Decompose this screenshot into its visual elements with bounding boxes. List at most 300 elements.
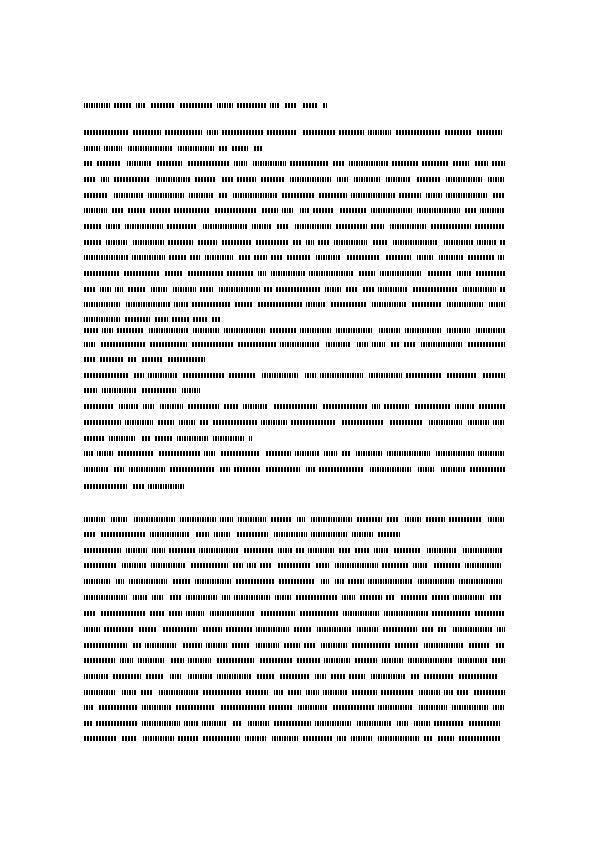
- text-word: [219, 146, 227, 151]
- text-word: [104, 146, 122, 151]
- text-word: [271, 271, 305, 276]
- text-word: [333, 705, 374, 710]
- text-word: [150, 532, 190, 537]
- text-word: [101, 177, 109, 182]
- text-word: [295, 451, 319, 456]
- text-word: [336, 224, 367, 229]
- text-word: [149, 328, 188, 333]
- text-word: [84, 146, 100, 151]
- text-word: [370, 467, 412, 472]
- text-word: [313, 208, 334, 213]
- text-word: [282, 193, 315, 198]
- text-word: [111, 517, 128, 522]
- text-word: [348, 579, 364, 584]
- text-line: [84, 342, 505, 347]
- text-word: [84, 130, 129, 135]
- text-word: [279, 579, 315, 584]
- text-word: [247, 563, 256, 568]
- text-line: [84, 548, 505, 553]
- text-word: [452, 705, 488, 710]
- text-word: [270, 103, 279, 108]
- text-word: [236, 579, 274, 584]
- text-word: [192, 302, 230, 307]
- text-word: [170, 674, 182, 679]
- text-word: [170, 595, 182, 600]
- text-word: [272, 736, 298, 741]
- text-word: [447, 328, 470, 333]
- text-line: [84, 317, 220, 322]
- text-word: [337, 177, 349, 182]
- text-line: [84, 302, 505, 307]
- text-word: [372, 404, 380, 409]
- text-line: [84, 240, 505, 245]
- text-word: [319, 193, 347, 198]
- text-word: [238, 517, 266, 522]
- text-word: [500, 287, 505, 292]
- text-word: [397, 721, 408, 726]
- text-word: [126, 302, 170, 307]
- text-word: [84, 467, 109, 472]
- text-word: [139, 627, 157, 632]
- text-line: [84, 721, 505, 726]
- text-word: [143, 736, 174, 741]
- text-word: [84, 548, 121, 553]
- text-line: [84, 517, 505, 522]
- text-word: [264, 287, 272, 292]
- text-word: [84, 658, 115, 663]
- text-word: [459, 674, 497, 679]
- text-word: [333, 161, 344, 166]
- text-word: [438, 627, 447, 632]
- text-word: [174, 208, 210, 213]
- text-word: [378, 532, 400, 537]
- text-word: [84, 287, 95, 292]
- text-word: [119, 404, 138, 409]
- text-word: [217, 658, 254, 663]
- text-word: [298, 705, 327, 710]
- text-word: [424, 736, 432, 741]
- text-word: [239, 255, 250, 260]
- text-word: [293, 240, 301, 245]
- text-word: [146, 674, 164, 679]
- text-word: [371, 208, 412, 213]
- text-word: [453, 627, 493, 632]
- text-word: [475, 611, 505, 616]
- text-word: [381, 690, 413, 695]
- text-word: [237, 103, 266, 108]
- text-word: [371, 224, 384, 229]
- text-word: [278, 548, 292, 553]
- text-word: [297, 658, 320, 663]
- text-word: [84, 208, 107, 213]
- text-word: [339, 130, 364, 135]
- text-word: [252, 224, 272, 229]
- text-word: [256, 627, 289, 632]
- text-word: [148, 484, 185, 489]
- text-word: [245, 736, 266, 741]
- text-word: [325, 287, 341, 292]
- text-word: [165, 130, 202, 135]
- text-word: [84, 317, 121, 322]
- text-line: [84, 627, 505, 632]
- text-word: [270, 328, 296, 333]
- text-word: [303, 736, 333, 741]
- text-word: [277, 224, 289, 229]
- text-word: [84, 736, 117, 741]
- text-word: [84, 161, 92, 166]
- text-word: [290, 177, 332, 182]
- text-word: [477, 130, 502, 135]
- text-word: [173, 579, 190, 584]
- text-line: [84, 643, 505, 648]
- text-word: [99, 705, 137, 710]
- text-word: [207, 130, 218, 135]
- text-word: [444, 240, 473, 245]
- text-word: [84, 420, 121, 425]
- text-word: [134, 517, 176, 522]
- text-word: [203, 736, 240, 741]
- text-word: [172, 317, 189, 322]
- text-word: [342, 420, 384, 425]
- text-word: [133, 130, 161, 135]
- text-word: [155, 436, 172, 441]
- text-word: [457, 271, 471, 276]
- text-word: [500, 240, 505, 245]
- text-word: [157, 161, 182, 166]
- text-word: [404, 342, 416, 347]
- text-word: [206, 643, 228, 648]
- text-word: [343, 611, 380, 616]
- text-word: [220, 467, 230, 472]
- text-line: [84, 563, 505, 568]
- text-word: [300, 611, 339, 616]
- text-word: [274, 721, 311, 726]
- text-word: [129, 579, 167, 584]
- text-word: [221, 451, 260, 456]
- text-line: [84, 467, 505, 472]
- text-word: [184, 721, 198, 726]
- text-word: [188, 404, 219, 409]
- text-word: [266, 467, 300, 472]
- text-word: [291, 420, 336, 425]
- text-word: [114, 193, 143, 198]
- text-word: [84, 255, 128, 260]
- text-word: [129, 467, 166, 472]
- text-word: [422, 627, 434, 632]
- text-word: [148, 373, 178, 378]
- text-word: [249, 436, 252, 441]
- text-word: [386, 177, 411, 182]
- text-word: [386, 255, 411, 260]
- text-word: [84, 690, 116, 695]
- text-word: [219, 193, 228, 198]
- text-word: [352, 690, 377, 695]
- text-word: [453, 161, 469, 166]
- text-word: [128, 146, 172, 151]
- text-word: [219, 287, 260, 292]
- text-word: [248, 721, 269, 726]
- text-word: [323, 690, 348, 695]
- text-word: [465, 563, 502, 568]
- text-word: [479, 404, 505, 409]
- text-word: [156, 177, 191, 182]
- text-word: [309, 271, 353, 276]
- text-word: [84, 563, 116, 568]
- text-word: [419, 690, 440, 695]
- text-word: [306, 302, 325, 307]
- text-word: [371, 674, 406, 679]
- text-word: [406, 373, 442, 378]
- text-line: [84, 595, 505, 600]
- text-word: [106, 224, 120, 229]
- text-word: [426, 193, 442, 198]
- text-word: [222, 240, 251, 245]
- text-word: [84, 705, 94, 710]
- text-word: [84, 357, 96, 362]
- text-word: [195, 579, 232, 584]
- text-word: [100, 287, 111, 292]
- text-word: [220, 517, 233, 522]
- text-word: [84, 103, 110, 108]
- text-word: [151, 563, 185, 568]
- text-word: [142, 436, 150, 441]
- text-word: [380, 271, 422, 276]
- text-word: [114, 467, 124, 472]
- text-word: [141, 690, 153, 695]
- text-word: [334, 240, 367, 245]
- text-word: [284, 643, 300, 648]
- text-word: [190, 255, 200, 260]
- text-word: [412, 302, 441, 307]
- text-word: [128, 208, 145, 213]
- text-word: [326, 342, 351, 347]
- text-word: [352, 643, 390, 648]
- text-word: [468, 342, 505, 347]
- text-line: [84, 736, 505, 741]
- text-word: [357, 721, 392, 726]
- text-word: [224, 328, 266, 333]
- text-word: [128, 357, 136, 362]
- text-word: [163, 627, 197, 632]
- text-word: [104, 627, 134, 632]
- text-word: [261, 420, 287, 425]
- text-word: [372, 342, 385, 347]
- text-word: [233, 193, 278, 198]
- text-word: [114, 103, 131, 108]
- text-word: [441, 467, 465, 472]
- text-line: [84, 658, 505, 663]
- text-word: [142, 721, 180, 726]
- text-word: [355, 658, 377, 663]
- text-word: [222, 130, 263, 135]
- text-word: [335, 563, 378, 568]
- text-line: [84, 532, 400, 537]
- text-word: [432, 595, 449, 600]
- text-word: [300, 208, 309, 213]
- text-word: [177, 436, 209, 441]
- text-word: [186, 595, 217, 600]
- text-word: [305, 373, 316, 378]
- text-word: [145, 643, 177, 648]
- text-word: [235, 302, 252, 307]
- text-word: [395, 643, 419, 648]
- text-word: [408, 658, 453, 663]
- text-word: [422, 161, 448, 166]
- text-word: [477, 240, 496, 245]
- text-word: [417, 177, 440, 182]
- text-word: [475, 224, 505, 229]
- text-word: [405, 328, 441, 333]
- text-word: [318, 240, 329, 245]
- text-word: [258, 271, 266, 276]
- text-word: [493, 705, 505, 710]
- text-word: [196, 532, 209, 537]
- text-word: [493, 420, 504, 425]
- text-line: [84, 208, 505, 213]
- text-word: [84, 342, 95, 347]
- text-word: [84, 328, 98, 333]
- text-word: [492, 161, 505, 166]
- text-word: [213, 436, 245, 441]
- text-word: [393, 240, 438, 245]
- text-word: [84, 611, 95, 616]
- text-word: [387, 451, 430, 456]
- text-line: [84, 161, 505, 166]
- text-word: [169, 255, 186, 260]
- text-word: [424, 643, 463, 648]
- text-word: [210, 611, 255, 616]
- text-word: [446, 177, 483, 182]
- text-word: [323, 404, 368, 409]
- text-word: [113, 674, 141, 679]
- text-word: [203, 627, 222, 632]
- text-word: [357, 517, 382, 522]
- text-word: [84, 595, 127, 600]
- text-word: [176, 705, 215, 710]
- text-line: [84, 103, 327, 108]
- text-word: [369, 373, 402, 378]
- text-word: [399, 193, 421, 198]
- text-word: [357, 627, 378, 632]
- text-word: [303, 103, 318, 108]
- text-word: [132, 255, 165, 260]
- text-word: [262, 373, 299, 378]
- text-line: [84, 287, 505, 292]
- text-word: [158, 420, 174, 425]
- text-word: [233, 721, 242, 726]
- text-word: [84, 302, 120, 307]
- text-word: [122, 563, 147, 568]
- text-word: [174, 302, 188, 307]
- text-word: [102, 328, 113, 333]
- text-word: [285, 103, 297, 108]
- text-line: [84, 328, 505, 333]
- text-word: [120, 658, 133, 663]
- text-word: [287, 255, 310, 260]
- text-word: [238, 342, 276, 347]
- text-word: [378, 736, 419, 741]
- text-word: [384, 611, 428, 616]
- text-word: [295, 224, 331, 229]
- text-word: [392, 161, 418, 166]
- text-line: [84, 674, 505, 679]
- text-word: [100, 357, 123, 362]
- text-word: [346, 287, 358, 292]
- text-line: [84, 451, 505, 456]
- text-word: [222, 595, 230, 600]
- text-word: [180, 103, 212, 108]
- text-word: [354, 177, 380, 182]
- text-word: [457, 690, 468, 695]
- text-word: [413, 287, 457, 292]
- text-word: [97, 451, 114, 456]
- text-word: [489, 302, 505, 307]
- text-word: [125, 420, 153, 425]
- text-word: [195, 177, 216, 182]
- text-word: [261, 177, 285, 182]
- text-word: [280, 674, 310, 679]
- text-word: [474, 690, 505, 695]
- text-word: [200, 287, 213, 292]
- text-line: [84, 271, 505, 276]
- text-word: [191, 563, 228, 568]
- text-word: [106, 240, 127, 245]
- text-word: [306, 690, 319, 695]
- text-word: [405, 517, 422, 522]
- text-line: [84, 193, 505, 198]
- text-word: [192, 342, 234, 347]
- text-word: [368, 130, 391, 135]
- text-word: [101, 532, 146, 537]
- text-word: [258, 302, 302, 307]
- text-word: [463, 548, 502, 553]
- text-word: [414, 721, 430, 726]
- text-word: [84, 484, 127, 489]
- text-word: [234, 595, 271, 600]
- text-word: [165, 271, 183, 276]
- text-word: [200, 420, 209, 425]
- text-word: [355, 548, 370, 553]
- text-word: [351, 193, 395, 198]
- text-word: [359, 271, 375, 276]
- text-word: [112, 208, 123, 213]
- text-word: [178, 146, 214, 151]
- text-word: [490, 595, 502, 600]
- text-word: [222, 177, 233, 182]
- text-word: [347, 255, 380, 260]
- text-word: [418, 579, 454, 584]
- text-word: [168, 240, 193, 245]
- text-word: [266, 451, 291, 456]
- text-word: [84, 451, 93, 456]
- text-word: [315, 721, 352, 726]
- text-word: [342, 595, 355, 600]
- text-word: [84, 517, 105, 522]
- text-word: [447, 373, 477, 378]
- text-word: [256, 643, 279, 648]
- text-word: [459, 579, 502, 584]
- text-word: [221, 705, 265, 710]
- text-word: [256, 240, 289, 245]
- text-line: [84, 420, 505, 425]
- text-word: [138, 658, 165, 663]
- text-word: [453, 595, 485, 600]
- text-word: [427, 548, 457, 553]
- text-word: [458, 658, 488, 663]
- text-word: [372, 302, 406, 307]
- text-word: [84, 436, 105, 441]
- text-word: [271, 255, 283, 260]
